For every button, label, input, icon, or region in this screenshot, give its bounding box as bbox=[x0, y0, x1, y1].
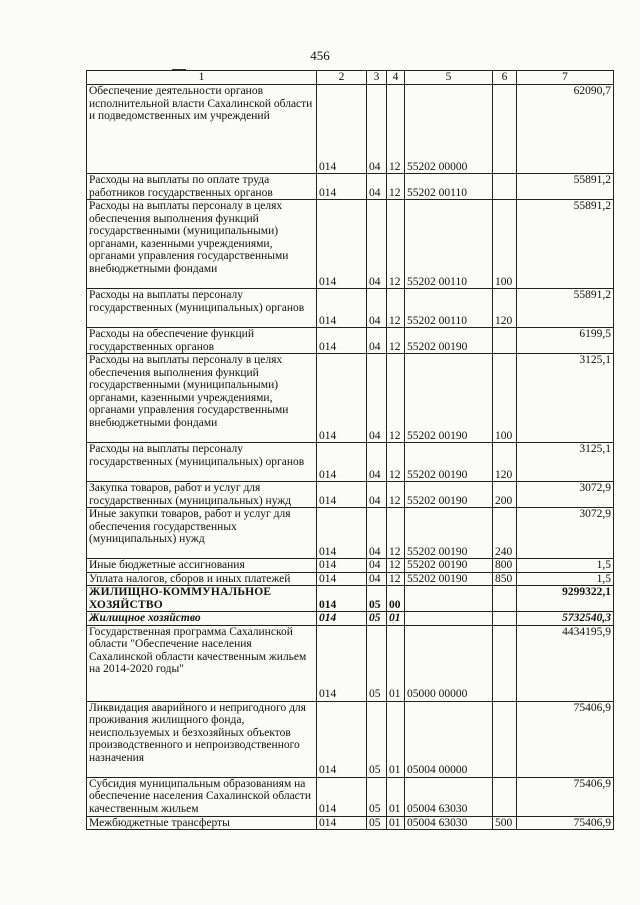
table-row bbox=[87, 85, 614, 174]
row-code-4: 12 bbox=[387, 354, 405, 443]
row-code-6 bbox=[493, 777, 517, 816]
row-code-3: 04 bbox=[367, 354, 387, 443]
table-row bbox=[87, 174, 614, 200]
row-code-2: 014 bbox=[317, 612, 367, 626]
table-row bbox=[87, 701, 614, 777]
table-row bbox=[87, 482, 614, 508]
row-code-2: 014 bbox=[317, 777, 367, 816]
row-code-6: 800 bbox=[493, 559, 517, 573]
row-amount: 75406,9 bbox=[517, 816, 614, 830]
table-row bbox=[87, 777, 614, 816]
col-header-1: 1 bbox=[87, 71, 317, 85]
row-code-3: 04 bbox=[367, 572, 387, 586]
row-name: Расходы на обеспечение функций государственных органов bbox=[87, 328, 317, 354]
row-code-6 bbox=[493, 625, 517, 701]
col-header-7: 7 bbox=[517, 71, 614, 85]
row-code-5: 55202 00000 bbox=[405, 85, 493, 174]
row-code-3: 04 bbox=[367, 508, 387, 559]
row-code-4: 12 bbox=[387, 572, 405, 586]
row-code-2: 014 bbox=[317, 443, 367, 482]
row-amount: 3125,1 bbox=[517, 354, 614, 443]
row-code-5: 55202 00190 bbox=[405, 354, 493, 443]
row-code-6: 200 bbox=[493, 482, 517, 508]
row-code-3: 04 bbox=[367, 482, 387, 508]
row-code-3: 05 bbox=[367, 625, 387, 701]
row-code-2: 014 bbox=[317, 482, 367, 508]
row-code-3: 04 bbox=[367, 328, 387, 354]
table-row bbox=[87, 612, 614, 626]
row-code-2: 014 bbox=[317, 625, 367, 701]
row-code-2: 014 bbox=[317, 508, 367, 559]
row-code-2: 014 bbox=[317, 701, 367, 777]
row-code-5: 05000 00000 bbox=[405, 625, 493, 701]
row-code-5 bbox=[405, 612, 493, 626]
row-amount: 1,5 bbox=[517, 559, 614, 573]
row-code-5: 55202 00110 bbox=[405, 200, 493, 289]
row-code-4: 12 bbox=[387, 200, 405, 289]
table-row bbox=[87, 328, 614, 354]
table-row bbox=[87, 443, 614, 482]
table-row bbox=[87, 586, 614, 612]
row-amount: 55891,2 bbox=[517, 200, 614, 289]
row-amount: 75406,9 bbox=[517, 777, 614, 816]
row-code-5 bbox=[405, 586, 493, 612]
row-code-4: 01 bbox=[387, 777, 405, 816]
table-row bbox=[87, 572, 614, 586]
row-code-3: 04 bbox=[367, 289, 387, 328]
row-code-5: 05004 63030 bbox=[405, 816, 493, 830]
row-code-6: 240 bbox=[493, 508, 517, 559]
row-code-2: 014 bbox=[317, 200, 367, 289]
row-amount: 75406,9 bbox=[517, 701, 614, 777]
row-name: Ликвидация аварийного и непригодного для проживания жилищного фонда, неиспользуемых и безхозяйных объектов производственного и непроизводственного назначения bbox=[87, 701, 317, 777]
row-code-4: 01 bbox=[387, 701, 405, 777]
row-code-4: 12 bbox=[387, 174, 405, 200]
row-name: Обеспечение деятельности органов исполнительной власти Сахалинской области и подведомственных им учреждений bbox=[87, 85, 317, 174]
row-code-3: 04 bbox=[367, 174, 387, 200]
row-name: Жилищное хозяйство bbox=[87, 612, 317, 626]
row-name: Расходы на выплаты персоналу государственных (муниципальных) органов bbox=[87, 443, 317, 482]
row-code-2: 014 bbox=[317, 586, 367, 612]
row-code-3: 04 bbox=[367, 200, 387, 289]
col-header-5: 5 bbox=[405, 71, 493, 85]
row-code-5: 05004 00000 bbox=[405, 701, 493, 777]
row-amount: 6199,5 bbox=[517, 328, 614, 354]
row-code-3: 05 bbox=[367, 777, 387, 816]
row-code-4: 12 bbox=[387, 443, 405, 482]
row-name: Расходы на выплаты персоналу в целях обеспечения выполнения функций государственными (муниципальными) органами, казенными учреждениями, органами управления государственными внебюджетными фондами bbox=[87, 200, 317, 289]
row-code-4: 00 bbox=[387, 586, 405, 612]
row-amount: 4434195,9 bbox=[517, 625, 614, 701]
row-code-4: 12 bbox=[387, 482, 405, 508]
row-code-2: 014 bbox=[317, 572, 367, 586]
row-code-6: 100 bbox=[493, 200, 517, 289]
row-code-3: 04 bbox=[367, 559, 387, 573]
row-code-2: 014 bbox=[317, 289, 367, 328]
table-row bbox=[87, 289, 614, 328]
row-code-3: 05 bbox=[367, 612, 387, 626]
row-code-3: 05 bbox=[367, 701, 387, 777]
row-name: Уплата налогов, сборов и иных платежей bbox=[87, 572, 317, 586]
row-code-6: 100 bbox=[493, 354, 517, 443]
col-header-2: 2 bbox=[317, 71, 367, 85]
row-name: Государственная программа Сахалинской области "Обеспечение населения Сахалинской области качественным жильем на 2014-2020 годы" bbox=[87, 625, 317, 701]
row-code-6 bbox=[493, 85, 517, 174]
row-code-4: 01 bbox=[387, 612, 405, 626]
table-row bbox=[87, 508, 614, 559]
row-amount: 1,5 bbox=[517, 572, 614, 586]
row-code-5: 05004 63030 bbox=[405, 777, 493, 816]
row-amount: 62090,7 bbox=[517, 85, 614, 174]
row-code-6 bbox=[493, 174, 517, 200]
row-amount: 55891,2 bbox=[517, 289, 614, 328]
row-code-2: 014 bbox=[317, 816, 367, 830]
col-header-6: 6 bbox=[493, 71, 517, 85]
row-code-4: 01 bbox=[387, 625, 405, 701]
row-code-6: 120 bbox=[493, 443, 517, 482]
row-code-5: 55202 00190 bbox=[405, 572, 493, 586]
row-code-5: 55202 00110 bbox=[405, 174, 493, 200]
row-amount: 3125,1 bbox=[517, 443, 614, 482]
row-name: Субсидия муниципальным образованиям на обеспечение населения Сахалинской области качественным жильем bbox=[87, 777, 317, 816]
table-row bbox=[87, 816, 614, 830]
row-code-4: 12 bbox=[387, 508, 405, 559]
row-amount: 5732540,3 bbox=[517, 612, 614, 626]
row-code-5: 55202 00190 bbox=[405, 328, 493, 354]
row-amount: 3072,9 bbox=[517, 482, 614, 508]
col-header-4: 4 bbox=[387, 71, 405, 85]
row-code-4: 01 bbox=[387, 816, 405, 830]
row-code-4: 12 bbox=[387, 289, 405, 328]
row-code-3: 05 bbox=[367, 816, 387, 830]
row-code-3: 04 bbox=[367, 443, 387, 482]
row-name: Расходы на выплаты персоналу в целях обеспечения выполнения функций государственными (муниципальными) органами, казенными учреждениями, органами управления государственными внебюджетными фондами bbox=[87, 354, 317, 443]
header-row bbox=[87, 71, 614, 85]
page-number: 456 bbox=[310, 48, 330, 63]
budget-table bbox=[86, 70, 614, 830]
row-code-2: 014 bbox=[317, 559, 367, 573]
row-name: Иные бюджетные ассигнования bbox=[87, 559, 317, 573]
row-code-5: 55202 00110 bbox=[405, 289, 493, 328]
row-code-6 bbox=[493, 701, 517, 777]
row-code-6: 850 bbox=[493, 572, 517, 586]
row-code-2: 014 bbox=[317, 354, 367, 443]
row-code-5: 55202 00190 bbox=[405, 559, 493, 573]
row-name: Расходы на выплаты по оплате труда работников государственных органов bbox=[87, 174, 317, 200]
row-code-6: 120 bbox=[493, 289, 517, 328]
row-code-5: 55202 00190 bbox=[405, 508, 493, 559]
row-code-6 bbox=[493, 328, 517, 354]
row-amount: 55891,2 bbox=[517, 174, 614, 200]
row-code-5: 55202 00190 bbox=[405, 443, 493, 482]
row-name: Иные закупки товаров, работ и услуг для обеспечения государственных (муниципальных) нужд bbox=[87, 508, 317, 559]
row-code-4: 12 bbox=[387, 328, 405, 354]
table-row bbox=[87, 354, 614, 443]
row-code-3: 05 bbox=[367, 586, 387, 612]
row-code-3: 04 bbox=[367, 85, 387, 174]
table-row bbox=[87, 200, 614, 289]
col-header-3: 3 bbox=[367, 71, 387, 85]
row-name: ЖИЛИЩНО-КОММУНАЛЬНОЕ ХОЗЯЙСТВО bbox=[87, 586, 317, 612]
row-name: Закупка товаров, работ и услуг для государственных (муниципальных) нужд bbox=[87, 482, 317, 508]
row-code-4: 12 bbox=[387, 85, 405, 174]
row-amount: 3072,9 bbox=[517, 508, 614, 559]
row-code-6 bbox=[493, 586, 517, 612]
table-row bbox=[87, 625, 614, 701]
row-amount: 9299322,1 bbox=[517, 586, 614, 612]
row-code-2: 014 bbox=[317, 85, 367, 174]
row-code-4: 12 bbox=[387, 559, 405, 573]
row-name: Межбюджетные трансферты bbox=[87, 816, 317, 830]
table-row bbox=[87, 559, 614, 573]
row-name: Расходы на выплаты персоналу государственных (муниципальных) органов bbox=[87, 289, 317, 328]
row-code-2: 014 bbox=[317, 174, 367, 200]
row-code-2: 014 bbox=[317, 328, 367, 354]
row-code-6 bbox=[493, 612, 517, 626]
row-code-6: 500 bbox=[493, 816, 517, 830]
row-code-5: 55202 00190 bbox=[405, 482, 493, 508]
